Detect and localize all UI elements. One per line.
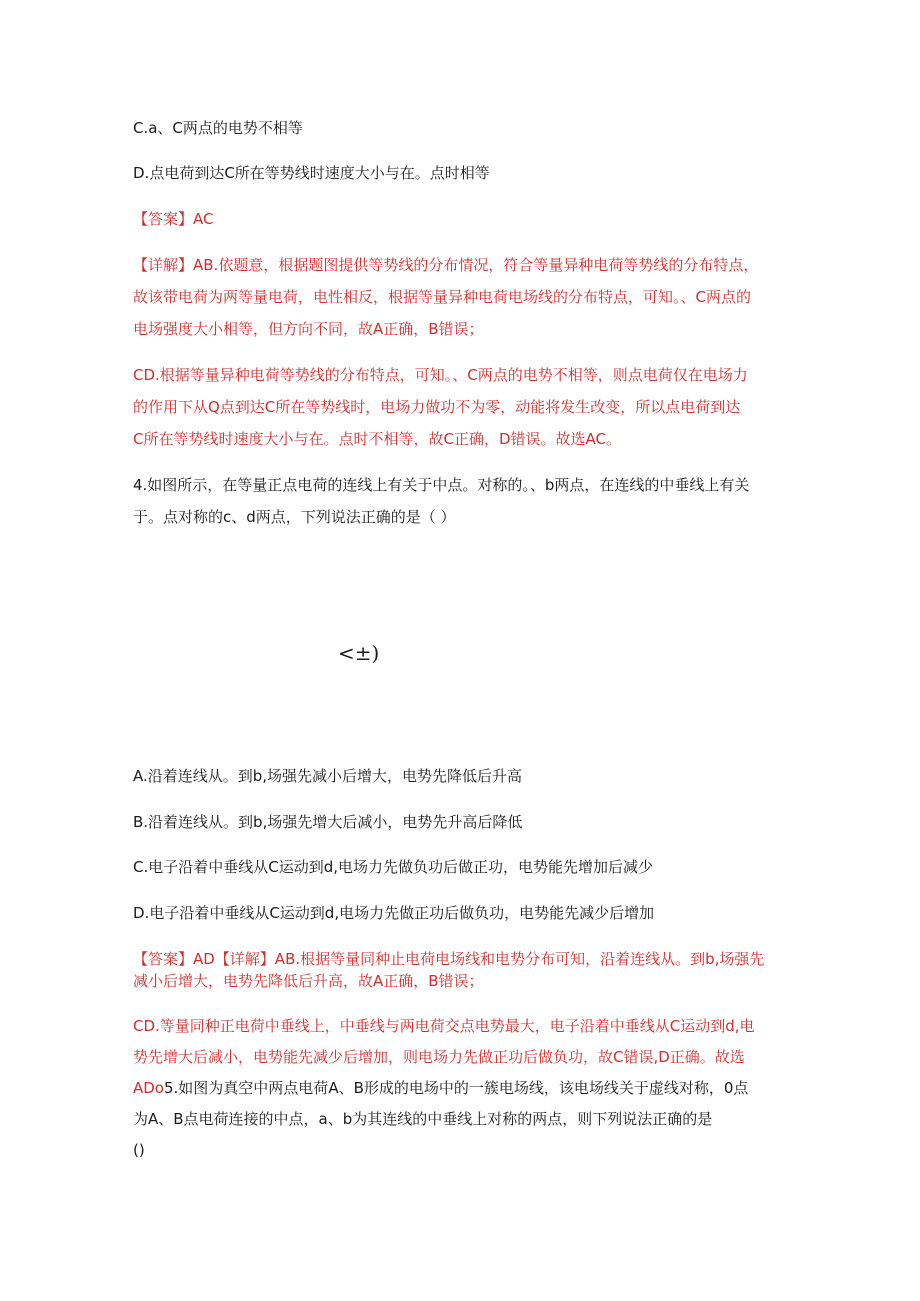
- q4-option-c: C.电子沿着中垂线从C运动到d,电场力先做负功后做正功，电势能先增加后减少: [133, 858, 654, 876]
- q4-figure-placeholder: <±): [338, 641, 380, 665]
- q4-final-choice: ADo: [133, 1079, 164, 1097]
- q5-line-3: (): [133, 1141, 145, 1159]
- q5-line-2: 为A、B点电荷连接的中点，a、b为其连线的中垂线上对称的两点，则下列说法正确的是: [133, 1110, 713, 1128]
- q4-answer-line-1: 【答案】AD【详解】AB.根据等量同种止电荷电场线和电势分布可知，沿着连线从。到b,场强先: [133, 950, 765, 968]
- q4-stem-line-2: 于。点对称的c、d两点，下列说法正确的是（ ）: [133, 508, 456, 526]
- q4-explain-cd-line-1: CD.等量同种正电荷中垂线上，中垂线与两电荷交点电势最大，电子沿着中垂线从C运动到d,电: [133, 1017, 755, 1035]
- q4-option-a: A.沿着连线从。到b,场强先减小后增大，电势先降低后升高: [133, 767, 523, 785]
- q5-stem-start: 5.如图为真空中两点电荷A、B形成的电场中的一簇电场线，该电场线关于虚线对称，0点: [164, 1079, 749, 1097]
- q3-explain-ab-line-2: 故该带电荷为两等量电荷，电性相反，根据等量异种电荷电场线的分布特点，可知。、C两点的: [133, 288, 751, 306]
- q4-stem-line-1: 4.如图所示，在等量正点电荷的连线上有关于中点。对称的。、b两点，在连线的中垂线上有关: [133, 476, 750, 494]
- q4-explain-cd-line-2: 势先增大后减小，电势能先减少后增加，则电场力先做正功后做负功，故C错误,D正确。故选: [133, 1048, 745, 1066]
- q3-option-c: C.a、C两点的电势不相等: [133, 119, 303, 137]
- q3-explain-cd-line-2: 的作用下从Q点到达C所在等势线时，电场力做功不为零，动能将发生改变，所以点电荷到达: [133, 398, 741, 416]
- q3-explain-ab-line-3: 电场强度大小相等，但方向不同，故A正确，B错误；: [133, 320, 484, 338]
- q3-explain-cd-line-1: CD.根据等量异种电荷等势线的分布特点，可知。、C两点的电势不相等，则点电荷仅在电场力: [133, 366, 748, 384]
- q3-explain-ab-line-1: 【详解】AB.依题意，根据题图提供等势线的分布情况，符合等量异种电荷等势线的分布特点，: [133, 256, 759, 274]
- q5-line-1: [133, 1077, 793, 1099]
- q3-answer: 【答案】AC: [133, 210, 214, 228]
- q4-option-d: D.电子沿着中垂线从C运动到d,电场力先做正功后做负功，电势能先减少后增加: [133, 904, 655, 922]
- q4-answer-line-2: 减小后增大，电势先降低后升高，故A正确，B错误；: [133, 972, 484, 990]
- q3-option-d: D.点电荷到达C所在等势线时速度大小与在。点时相等: [133, 164, 490, 182]
- q3-explain-cd-line-3: C所在等势线时速度大小与在。点时不相等，故C正确，D错误。故选AC。: [133, 430, 621, 448]
- q4-option-b: B.沿着连线从。到b,场强先增大后减小，电势先升高后降低: [133, 813, 523, 831]
